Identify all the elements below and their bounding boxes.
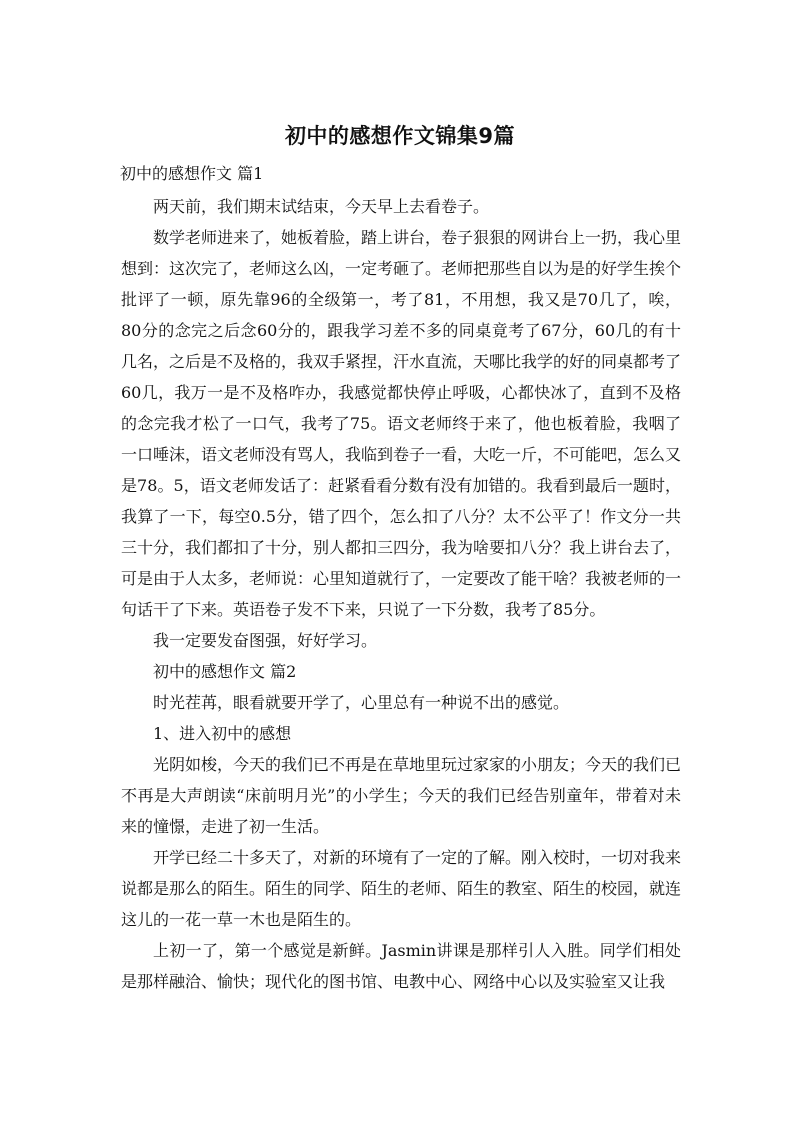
paragraph: 开学已经二十多天了，对新的环境有了一定的了解。刚入校时，一切对我来说都是那么的陌生。陌生的同学、陌生的老师、陌生的教室、陌生的校园，就连这儿的一花一草一木也是陌生的。 (121, 848, 682, 929)
section-label-1: 初中的感想作文 篇1 (120, 164, 264, 183)
section-label-2: 初中的感想作文 篇2 (153, 662, 297, 681)
document-title: 初中的感想作文锦集9篇 (284, 124, 516, 148)
paragraph: 上初一了，第一个感觉是新鲜。Jasmin讲课是那样引人入胜。同学们相处是那样融洽、愉快；现代化的图书馆、电教中心、网络中心以及实验室又让我 (121, 941, 681, 991)
paragraph: 时光茬苒，眼看就要开学了，心里总有一种说不出的感觉。 (153, 693, 570, 712)
paragraph: 数学老师进来了，她板着脸，踏上讲台，卷子狠狠的网讲台上一扔，我心里想到：这次完了，老师这么凶，一定考砸了。老师把那些自以为是的好学生挨个批评了一顿，原先靠96的全级第一，考了81，不用想，我又是70几了，唉，80分的念完之后念60分的，跟我学习差不多的同桌竟考了67分，60几的有十几名，之后是不及格的，我双手紧捏，汗水直流，天哪比我学的好的同桌都考了60几，我万一是不及格咋办，我感觉都快停止呼吸，心都快冰了，直到不及格的念完我才松了一口气，我考了75。语文老师终于来了，他也板着脸，我咽了一口唾沫，语文老师没有骂人，我临到卷子一看，大吃一斤，不可能吧，怎么又是78。5，语文老师发话了：赶紧看看分数有没有加错的。我看到最后一题时，我算了一下，每空0.5分，错了四个，怎么扣了八分？太不公平了！作文分一共三十分，我们都扣了十分，别人都扣三四分，我为啥要扣八分？我上讲台去了，可是由于人太多，老师说：心里知道就行了，一定要改了能干啥？我被老师的一句话干了下来。英语卷子发不下来，只说了一下分数，我考了85分。 (121, 228, 682, 619)
subheading: 1、进入初中的感想 (153, 724, 292, 743)
document-body (121, 191, 681, 997)
paragraph: 我一定要发奋图强，好好学习。 (153, 631, 378, 650)
paragraph: 两天前，我们期末试结束，今天早上去看卷子。 (153, 197, 490, 216)
paragraph: 光阴如梭，今天的我们已不再是在草地里玩过家家的小朋友；今天的我们已不再是大声朗读“床前明月光”的小学生；今天的我们已经告别童年，带着对未来的憧憬，走进了初一生活。 (121, 755, 682, 836)
